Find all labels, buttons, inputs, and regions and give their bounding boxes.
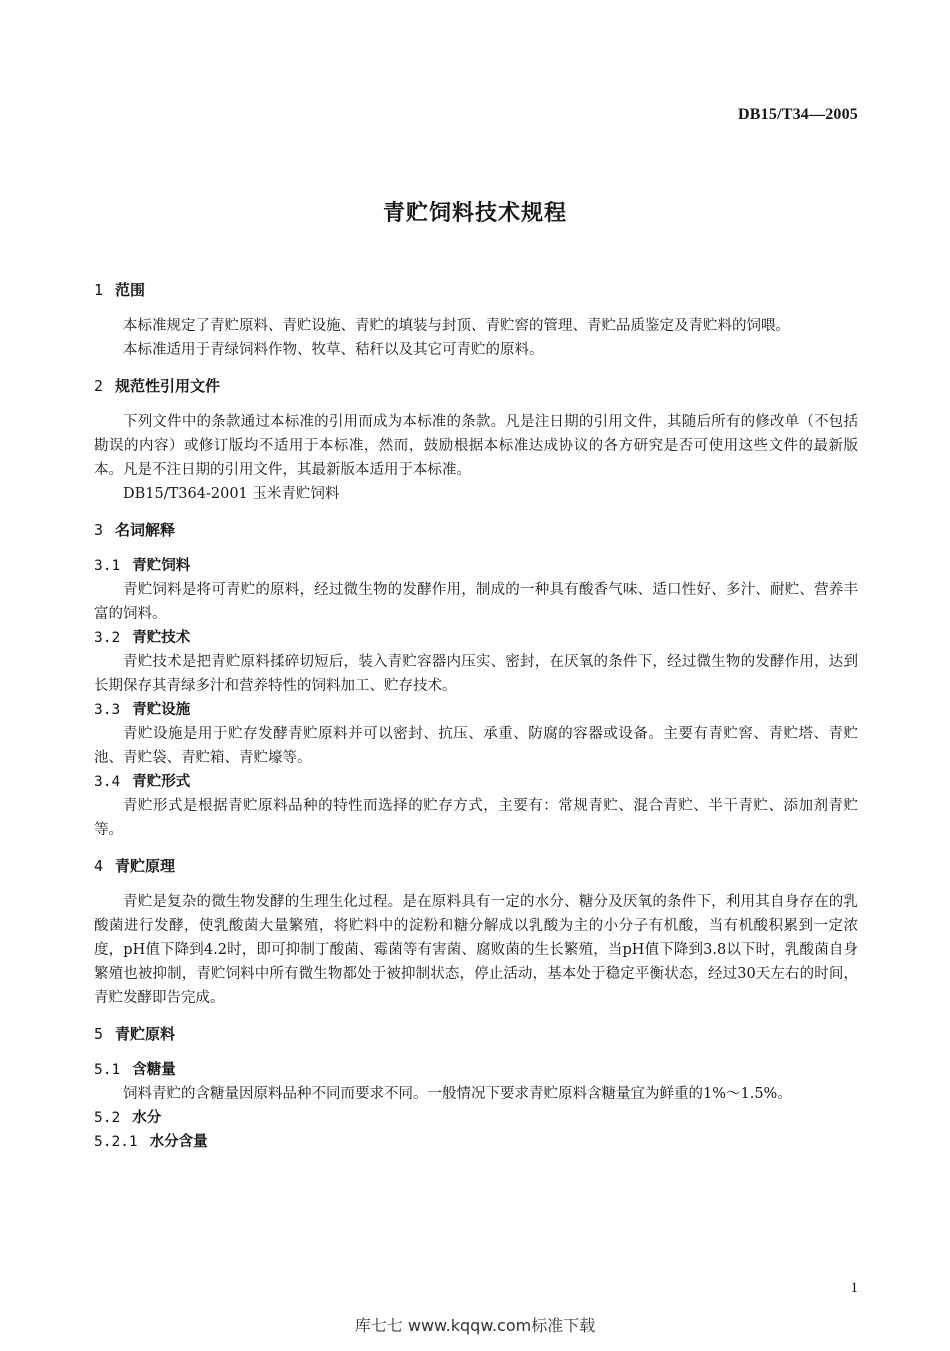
document-title: 青贮饲料技术规程 xyxy=(382,201,567,226)
paragraph: 饲料青贮的含糖量因原料品种不同而要求不同。一般情况下要求青贮原料含糖量宜为鲜重的1%～1.5%。 xyxy=(123,1086,792,1102)
section-number: 2 xyxy=(94,377,104,395)
section-title: 青贮原料 xyxy=(115,1025,176,1043)
reference-item: DB15/T364-2001 玉米青贮饲料 xyxy=(123,486,340,502)
paragraph: 青贮形式是根据青贮原料品种的特性而选择的贮存方式，主要有：常规青贮、混合青贮、半干青贮、添加剂青贮等。 xyxy=(94,798,858,838)
paragraph: 青贮饲料是将可青贮的原料，经过微生物的发酵作用，制成的一种具有酸香气味、适口性好、多汁、耐贮、营养丰富的饲料。 xyxy=(94,582,858,622)
subsection-title: 水分 xyxy=(132,1110,162,1126)
subsection-heading-5-2-1 xyxy=(94,1130,858,1154)
subsection-title: 青贮设施 xyxy=(132,702,191,718)
subsection-number: 5.1 xyxy=(94,1062,121,1078)
subsection-number: 3.4 xyxy=(94,774,121,790)
subsection-number: 3.2 xyxy=(94,630,121,646)
standard-code: DB15/T34—2005 xyxy=(738,106,858,123)
subsection-number: 5.2 xyxy=(94,1110,121,1126)
page-number: 1 xyxy=(850,1280,858,1296)
section-heading-1 xyxy=(94,278,858,302)
section-title: 规范性引用文件 xyxy=(115,377,221,395)
subsection-number: 3.1 xyxy=(94,558,121,574)
section-heading-3 xyxy=(94,518,858,542)
section-number: 5 xyxy=(94,1025,104,1043)
subsection-number: 3.3 xyxy=(94,702,121,718)
section-heading-5 xyxy=(94,1022,858,1046)
subsection-heading-5-2 xyxy=(94,1106,858,1130)
paragraph: 本标准规定了青贮原料、青贮设施、青贮的填装与封顶、青贮窖的管理、青贮品质鉴定及青贮料的饲喂。 xyxy=(123,318,790,334)
document-body xyxy=(94,278,858,1154)
section-title: 名词解释 xyxy=(115,521,176,539)
subsection-number: 5.2.1 xyxy=(94,1134,138,1150)
subsection-title: 青贮饲料 xyxy=(132,558,191,574)
subsection-heading-3-4 xyxy=(94,770,858,794)
section-title: 范围 xyxy=(115,281,146,299)
section-number: 4 xyxy=(94,857,104,875)
subsection-title: 青贮形式 xyxy=(132,774,191,790)
paragraph: 本标准适用于青绿饲料作物、牧草、秸秆以及其它可青贮的原料。 xyxy=(123,342,544,358)
section-heading-2 xyxy=(94,374,858,398)
section-title: 青贮原理 xyxy=(115,857,176,875)
section-number: 1 xyxy=(94,281,104,299)
subsection-title: 水分含量 xyxy=(149,1134,208,1150)
paragraph: 青贮技术是把青贮原料揉碎切短后，装入青贮容器内压实、密封，在厌氧的条件下，经过微生物的发酵作用，达到长期保存其青绿多汁和营养特性的饲料加工、贮存技术。 xyxy=(94,654,858,694)
paragraph: 青贮设施是用于贮存发酵青贮原料并可以密封、抗压、承重、防腐的容器或设备。主要有青贮窖、青贮塔、青贮池、青贮袋、青贮箱、青贮壕等。 xyxy=(94,726,858,766)
section-heading-4 xyxy=(94,854,858,878)
paragraph: 下列文件中的条款通过本标准的引用而成为本标准的条款。凡是注日期的引用文件，其随后所有的修改单（不包括勘误的内容）或修订版均不适用于本标准，然而，鼓励根据本标准达成协议的各方研究是否可使用这些文件的最新版本。凡是不注日期的引用文件，其最新版本适用于本标准。 xyxy=(94,414,858,478)
footer-watermark-text: 库七七 www.kqqw.com标准下载 xyxy=(354,1316,596,1335)
paragraph: 青贮是复杂的微生物发酵的生理生化过程。是在原料具有一定的水分、糖分及厌氧的条件下，利用其自身存在的乳酸菌进行发酵，使乳酸菌大量繁殖，将贮料中的淀粉和糖分解成以乳酸为主的小分子有机酸，当有机酸积累到一定浓度，pH值下降到4.2时，即可抑制丁酸菌、霉菌等有害菌、腐败菌的生长繁殖，当pH值下降到3.8以下时，乳酸菌自身繁殖也被抑制，青贮饲料中所有微生物都处于被抑制状态，停止活动，基本处于稳定平衡状态，经过30天左右的时间，青贮发酵即告完成。 xyxy=(94,894,858,1006)
section-number: 3 xyxy=(94,521,104,539)
subsection-heading-3-1 xyxy=(94,554,858,578)
subsection-heading-5-1 xyxy=(94,1058,858,1082)
subsection-heading-3-2 xyxy=(94,626,858,650)
subsection-title: 含糖量 xyxy=(132,1062,176,1078)
subsection-heading-3-3 xyxy=(94,698,858,722)
subsection-title: 青贮技术 xyxy=(132,630,191,646)
